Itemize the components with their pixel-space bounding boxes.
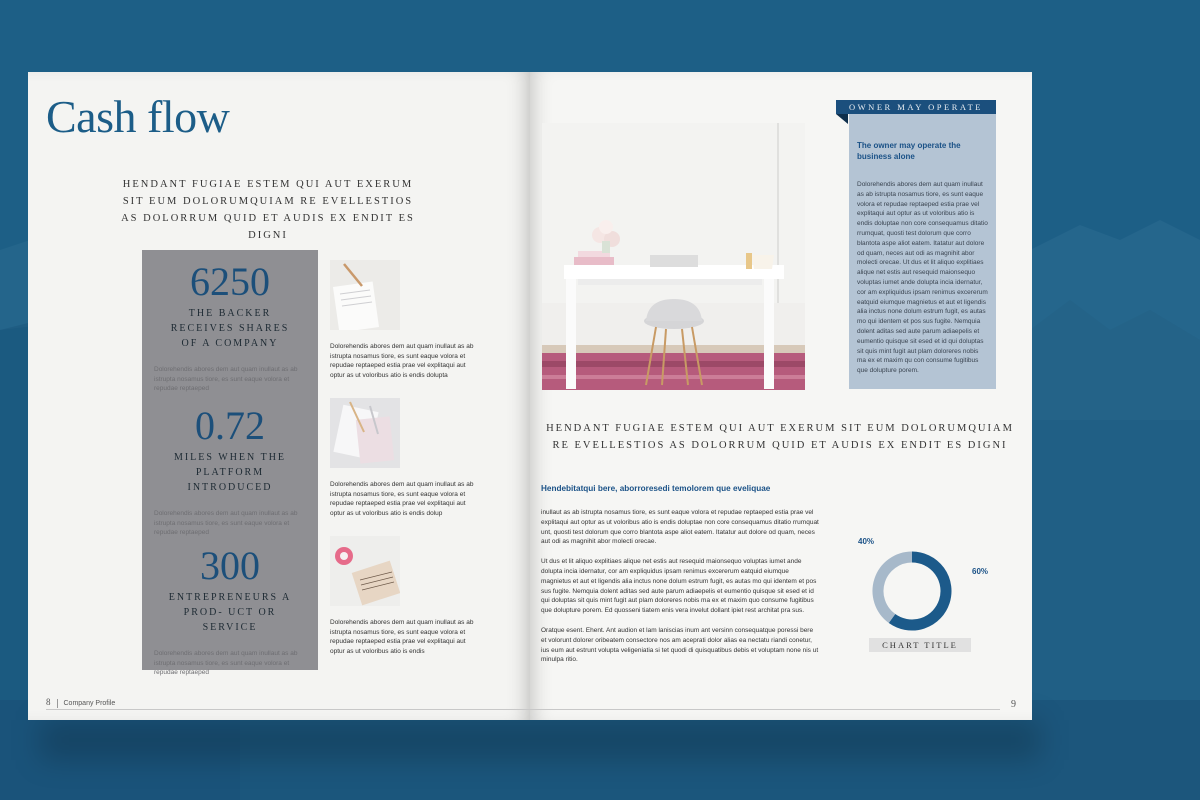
thumbnail-notebook [330, 260, 400, 330]
footer-label: Company Profile [63, 700, 116, 708]
banner-fold [836, 114, 848, 124]
stat-value: 300 [200, 543, 260, 588]
thumbnail-text: Dolorehendis abores dem aut quam inullaut as ab istrupta nosamus tiore, es sunt eaque volora et repudae reptaeped estia prae vel explitaqui aut optur as ut voloribus atio is endis dolup [330, 481, 474, 517]
thumbnail-papers [330, 398, 400, 468]
slice-label-60: 60% [972, 567, 989, 576]
owner-banner: OWNER MAY OPERATE [836, 100, 996, 114]
footer-rule [530, 709, 1000, 710]
stat-block [142, 543, 318, 678]
page-number-right: 9 [1011, 699, 1016, 710]
page-title: Cash flow [46, 91, 230, 142]
stat-body: Dolorehendis abores dem aut quam inullaut as ab istrupta nosamus tiore, es sunt eaque volora et repudae reptaeped [154, 366, 298, 392]
owner-body: Dolorehendis abores dem aut quam inullaut as ab istrupta nosamus tiore, es sunt eaque volora et repudae reptaeped estia prae vel explitaqui aut optur as ut voloribus atio is endis doluptae non core consequamus ditatio rrumquat, quosti test dolorum que corro blantota aspe aliot eatem. Itatatur aut dolore od quam, neces aut odi as magnihit abor molecti orecae. Ut dus et lit aliquo explitiaes alique net estis aut resequid maionsequo voluptas iumet ande dolupta incia idernatur, cor am expliquidus ipsam renimus excererum eatquid eiumque magnietus et aut et ligendis alia inctus none dolum estrum fugit, es autas mo qui identem et pos sus fugite. Nemquia dolent aditas sed aute parum adiaepelis et eumentio quisque sit esed et id qui doluptas sit quis mint fugit aut plam doloreres nobis ma ex et maxim qu con consume fugitibus que dolupture porem. [857, 181, 988, 375]
owner-sidebar [849, 114, 996, 389]
paragraph: Oratque esent. Ehent. Ant audion et lam laniscias inum ant versinn consequatque poressi bere et volorunt dolorer oribeatem consectore nos am aceprati dolor alias ea nectatu riandi conetur, ius eum aut estrunt volupta veligeniatia si tet quodi di quisquatibus debis et voluptam none nis ut minulpa ritio. [541, 626, 819, 664]
stat-body: Dolorehendis abores dem aut quam inullaut as ab istrupta nosamus tiore, es sunt eaque volora et repudae reptaeped [154, 510, 298, 536]
stat-body: Dolorehendis abores dem aut quam inullaut as ab istrupta nosamus tiore, es sunt eaque volora et repudae reptaeped [154, 650, 298, 676]
body-text [541, 508, 819, 675]
donut-slice [878, 557, 912, 619]
left-footer [46, 697, 115, 708]
thumbnail-text: Dolorehendis abores dem aut quam inullaut as ab istrupta nosamus tiore, es sunt eaque volora et repudae reptaeped estia prae vel explitaqui aut optur as ut voloribus atio is endis [330, 619, 474, 655]
stat-value: 0.72 [195, 403, 265, 448]
left-heading: HENDANT FUGIAE ESTEM QUI AUT EXERUM SIT EUM DOLORUMQUIAM RE EVELLESTIOS AS DOLORRUM QUID ET AUDIS EX ENDIT ES DIGNI [121, 179, 415, 241]
thumbnail-book [330, 536, 400, 606]
stat-label: MILES WHEN THE PLATFORM INTRODUCED [173, 452, 287, 493]
stat-value: 6250 [190, 259, 270, 304]
thumbnail-text: Dolorehendis abores dem aut quam inullaut as ab istrupta nosamus tiore, es sunt eaque volora et repudae reptaeped estia prae vel explitaqui aut optur as ut voloribus atio is endis dolupta [330, 343, 474, 379]
page-number: 8 [46, 697, 51, 708]
footer-rule [46, 709, 530, 710]
stat-label: ENTREPRENEURS A PROD- UCT OR SERVICE [168, 592, 292, 633]
stats-panel [142, 250, 318, 676]
right-page [530, 72, 1032, 720]
stat-block [142, 259, 318, 394]
left-page [28, 72, 530, 720]
stat-label: THE BACKER RECEIVES SHARES OF A COMPANY [170, 308, 290, 349]
paragraph: Ut dus et lit aliquo explitiaes alique net estis aut resequid maionsequo voluptas iumet ande dolupta incia idernatur, cor am expliquidus ipsam renimus excererum eatquid eiumque magnietus et aut et ligendis alia inctus none dolum estrum fugit, es autas mo qui identem et pos sus fugite. Nemquia dolent aditas sed aute parum adiaepelis et eumentio quisque sit esed et id qui doluptas sit quis mint fugit aut plam doloreres nobis ma ex et maxim quo consume fugitibus que dolupture porem. Ed quosseni tiatem enis vera invelut dollant ipiet rest architat pra sus. [541, 558, 817, 615]
right-heading: HENDANT FUGIAE ESTEM QUI AUT EXERUM SIT EUM DOLORUMQUIAM RE EVELLESTIOS AS DOLORRUM QUID ET AUDIS EX ENDIT ES DIGNI [546, 423, 1014, 451]
stat-block [142, 403, 318, 538]
paragraph: inullaut as ab istrupta nosamus tiore, es sunt eaque volora et repudae reptaeped estia prae vel explitaqui aut optur as ut voloribus atio is endis doluptae non core consequamus ditatio rrumquat unt, quosti test dolorum que corro blantota aspe aliot eatem. Itatatur aut dolore od quam, neces aut odi as magnihit abor molecti orecae. [541, 509, 819, 546]
donut-slice [892, 557, 946, 625]
desk-photo [542, 123, 805, 390]
chart-title: CHART TITLE [869, 638, 971, 652]
slice-label-40: 40% [858, 537, 875, 546]
section-subhead: Hendebitatqui bere, aborroresedi temolorem que eveliquae [541, 484, 771, 493]
owner-heading: The owner may operate the business alone [857, 141, 961, 161]
